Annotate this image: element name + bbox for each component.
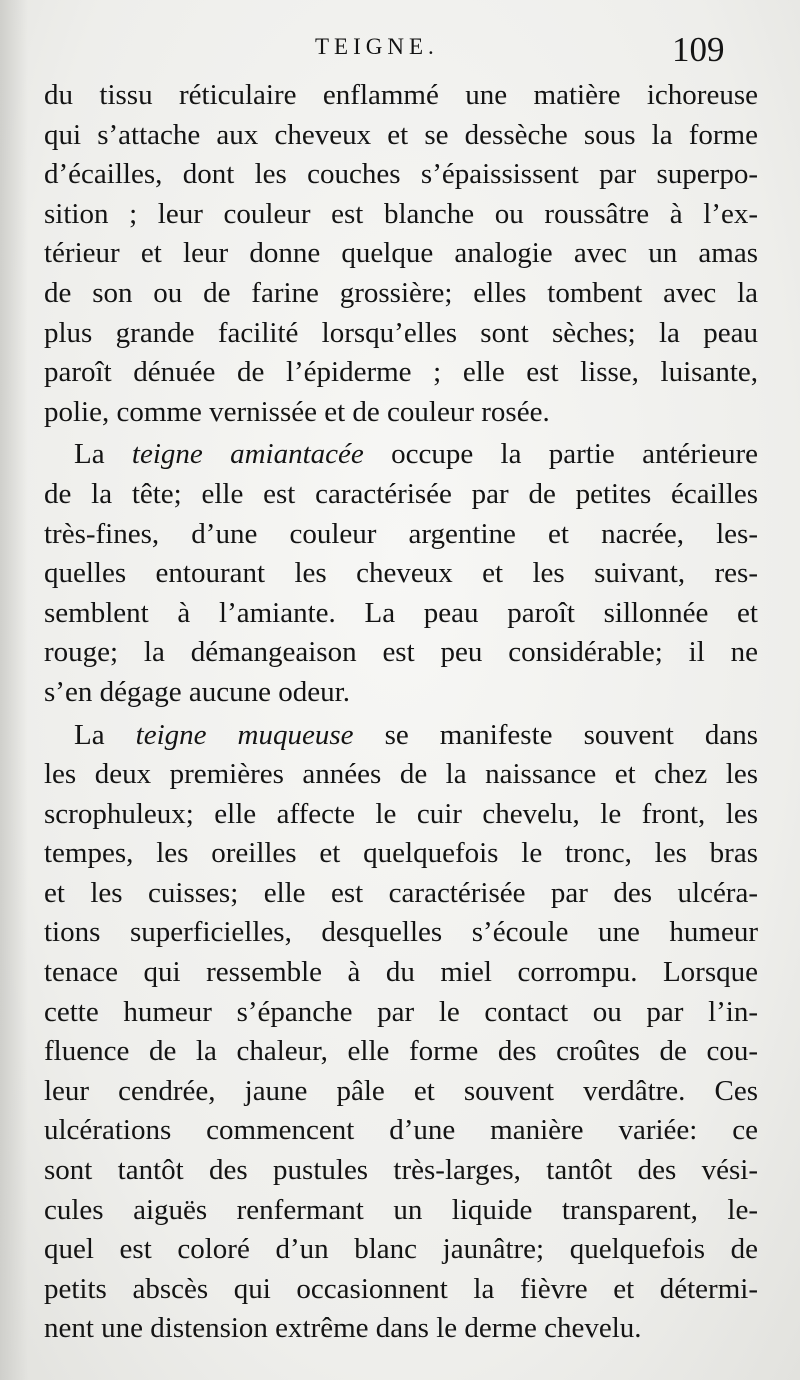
text-line (44, 594, 758, 634)
text-run: scrophuleux; elle affecte le cuir chevelu, le front, les (44, 797, 758, 830)
text-run: nent une distension extrême dans le derme chevelu. (44, 1312, 642, 1345)
text-run: cette humeur s’épanche par le contact ou par l’in- (44, 995, 758, 1028)
text-line (44, 393, 758, 433)
page-header (0, 30, 800, 74)
text-line (44, 874, 758, 914)
text-line (44, 155, 758, 195)
text-line (44, 953, 758, 993)
text-run: occupe la partie antérieure (363, 438, 758, 471)
text-run: paroît dénuée de l’épiderme ; elle est lisse, luisante, (44, 356, 758, 389)
text-line (44, 76, 758, 116)
text-run: sition ; leur couleur est blanche ou roussâtre à l’ex- (44, 197, 758, 230)
text-run: polie, comme vernissée et de couleur rosée. (44, 395, 550, 428)
text-line (44, 716, 758, 756)
text-run: ulcérations commencent d’une manière variée: ce (44, 1114, 758, 1147)
italic-term: teigne amiantacée (131, 438, 364, 471)
text-line (44, 475, 758, 515)
text-run: leur cendrée, jaune pâle et souvent verdâtre. Ces (44, 1074, 758, 1107)
body-text (44, 76, 758, 1349)
text-line (44, 554, 758, 594)
text-run: se manifeste souvent dans (353, 718, 758, 751)
text-run: tenace qui ressemble à du miel corrompu. Lorsque (44, 956, 758, 989)
text-run: et les cuisses; elle est caractérisée par des ulcéra- (44, 876, 758, 909)
text-line (44, 673, 758, 713)
text-run: tempes, les oreilles et quelquefois le tronc, les bras (44, 837, 758, 870)
running-head: TEIGNE. (315, 34, 439, 59)
text-line (44, 116, 758, 156)
text-line (44, 795, 758, 835)
text-line (44, 234, 758, 274)
text-line (44, 1111, 758, 1151)
text-line (44, 274, 758, 314)
text-run: cules aiguës renfermant un liquide transparent, le- (44, 1193, 758, 1226)
text-line (44, 993, 758, 1033)
paragraph (44, 76, 758, 432)
text-run: semblent à l’amiante. La peau paroît sillonnée et (44, 596, 758, 629)
page-number: 109 (672, 30, 725, 69)
text-run: fluence de la chaleur, elle forme des croûtes de cou- (44, 1035, 758, 1068)
text-run: de la tête; elle est caractérisée par de petites écailles (44, 477, 758, 510)
paragraph (44, 435, 758, 712)
text-line (44, 1191, 758, 1231)
text-run: du tissu réticulaire enflammé une matière ichoreuse (44, 79, 758, 111)
text-run: petits abscès qui occasionnent la fièvre et détermi- (44, 1272, 758, 1305)
text-run: d’écailles, dont les couches s’épaississent par superpo- (44, 158, 758, 191)
text-run: quel est coloré d’un blanc jaunâtre; quelquefois de (44, 1233, 758, 1266)
text-run: les deux premières années de la naissance et chez les (44, 758, 758, 791)
text-run: rouge; la démangeaison est peu considérable; il ne (44, 636, 758, 669)
text-line (44, 515, 758, 555)
text-line (44, 353, 758, 393)
text-line (44, 1230, 758, 1270)
text-line (44, 1270, 758, 1310)
text-run: térieur et leur donne quelque analogie avec un amas (44, 237, 758, 270)
italic-term: teigne muqueuse (135, 718, 354, 751)
text-line (44, 1072, 758, 1112)
text-run: s’en dégage aucune odeur. (44, 675, 350, 708)
page-gutter-shadow (0, 0, 28, 1380)
text-run: plus grande facilité lorsqu’elles sont sèches; la peau (44, 316, 758, 349)
text-run: de son ou de farine grossière; elles tombent avec la (44, 276, 758, 309)
text-run: quelles entourant les cheveux et les suivant, res- (44, 557, 758, 590)
text-run: qui s’attache aux cheveux et se dessèche sous la forme (44, 118, 758, 151)
text-line (44, 435, 758, 475)
text-line (44, 834, 758, 874)
text-line (44, 755, 758, 795)
paragraph (44, 716, 758, 1350)
text-line (44, 1309, 758, 1349)
text-line (44, 633, 758, 673)
text-line (44, 195, 758, 235)
text-line (44, 1151, 758, 1191)
text-run: tions superficielles, desquelles s’écoule une humeur (44, 916, 758, 949)
text-run: La (74, 718, 136, 751)
text-run: La (74, 438, 132, 471)
text-run: sont tantôt des pustules très-larges, tantôt des vési- (44, 1154, 758, 1187)
text-line (44, 1032, 758, 1072)
text-run: très-fines, d’une couleur argentine et nacrée, les- (44, 517, 758, 550)
text-line (44, 913, 758, 953)
text-line (44, 314, 758, 354)
